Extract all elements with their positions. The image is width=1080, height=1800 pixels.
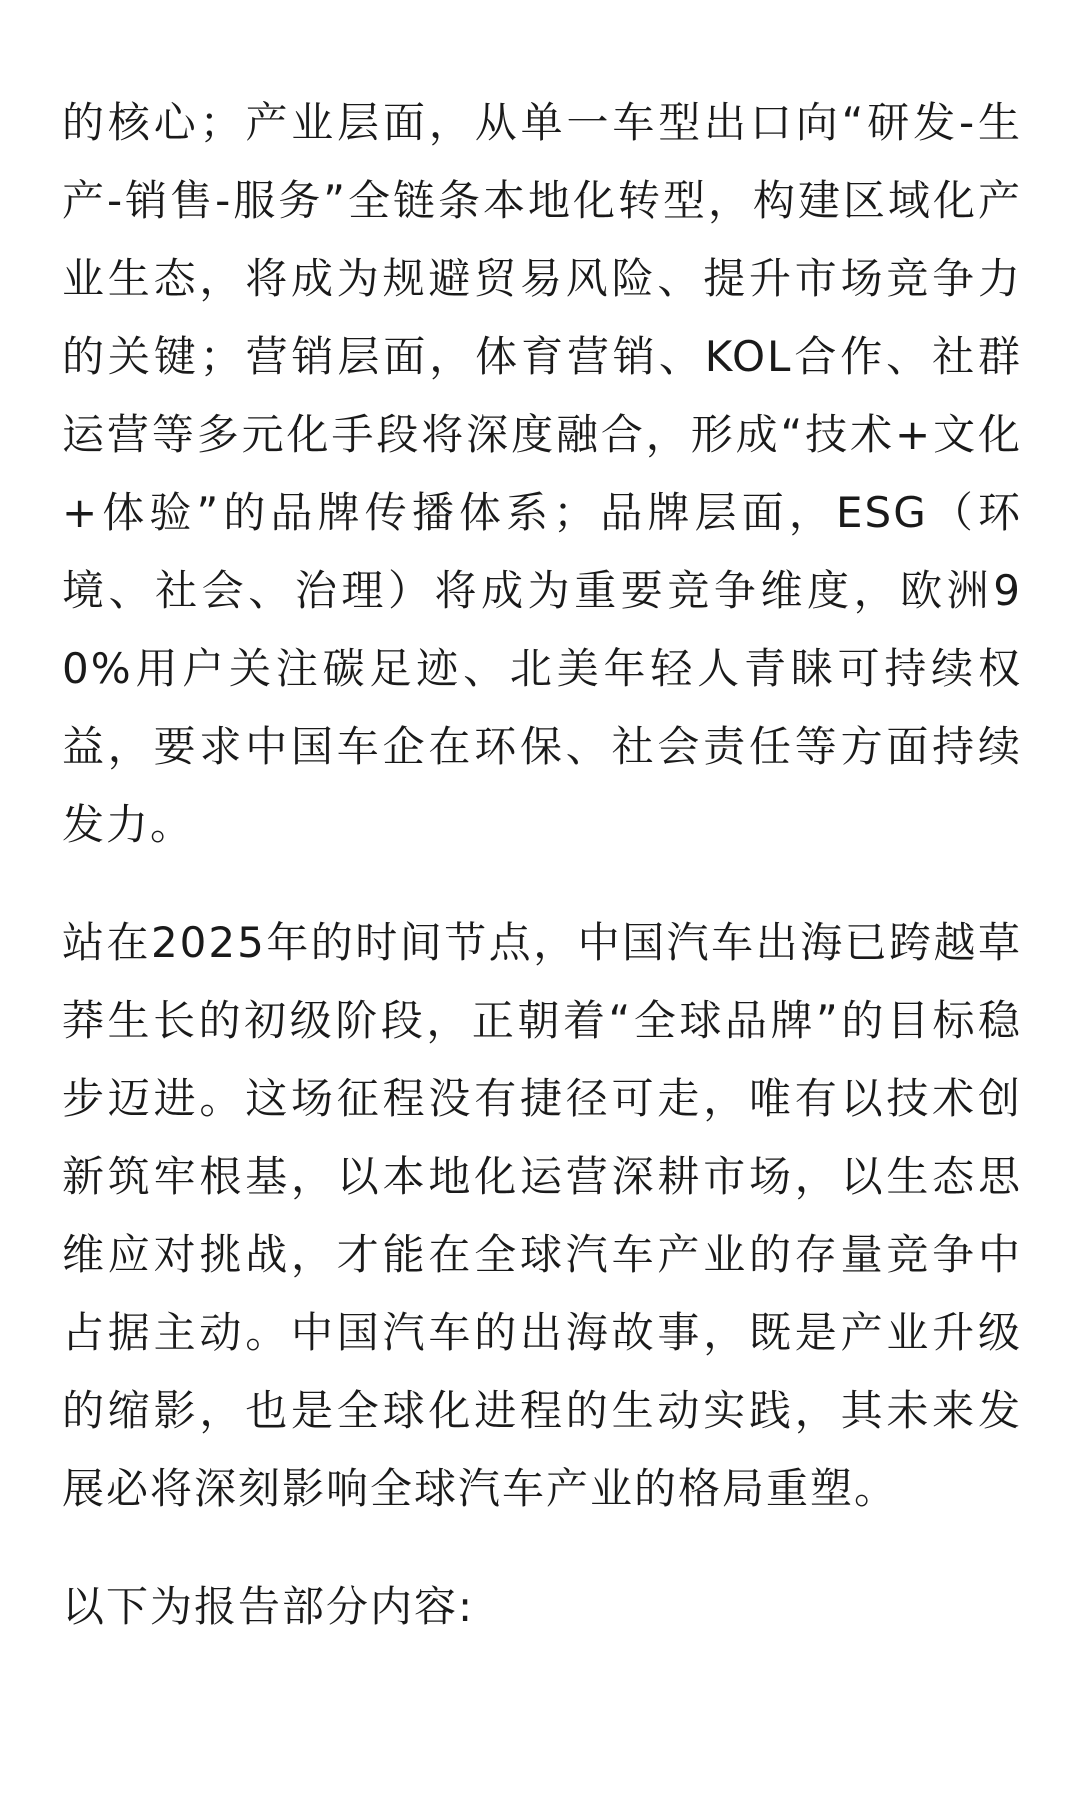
paragraph-report-intro: 以下为报告部分内容: — [62, 1582, 475, 1631]
paragraph-conclusion: 站在2025年的时间节点，中国汽车出海已跨越草莽生长的初级阶段，正朝着“全球品牌”的目标稳步迈进。这场征程没有捷径可走，唯有以技术创新筑牢根基，以本地化运营深耕市场，以生态思维应对挑战，才能在全球汽车产业的存量竞争中占据主动。中国汽车的出海故事，既是产业升级的缩影，也是全球化进程的生动实践，其未来发展必将深刻影响全球汽车产业的格局重塑。 — [62, 918, 1022, 1513]
article-body — [62, 84, 1022, 1646]
paragraph-industry-marketing-brand: 的核心；产业层面，从单一车型出口向“研发-生产-销售-服务”全链条本地化转型，构建区域化产业生态，将成为规避贸易风险、提升市场竞争力的关键；营销层面，体育营销、KOL合作、社群运营等多元化手段将深度融合，形成“技术+文化+体验”的品牌传播体系；品牌层面，ESG（环境、社会、治理）将成为重要竞争维度，欧洲90%用户关注碳足迹、北美年轻人青睐可持续权益，要求中国车企在环保、社会责任等方面持续发力。 — [62, 98, 1022, 849]
